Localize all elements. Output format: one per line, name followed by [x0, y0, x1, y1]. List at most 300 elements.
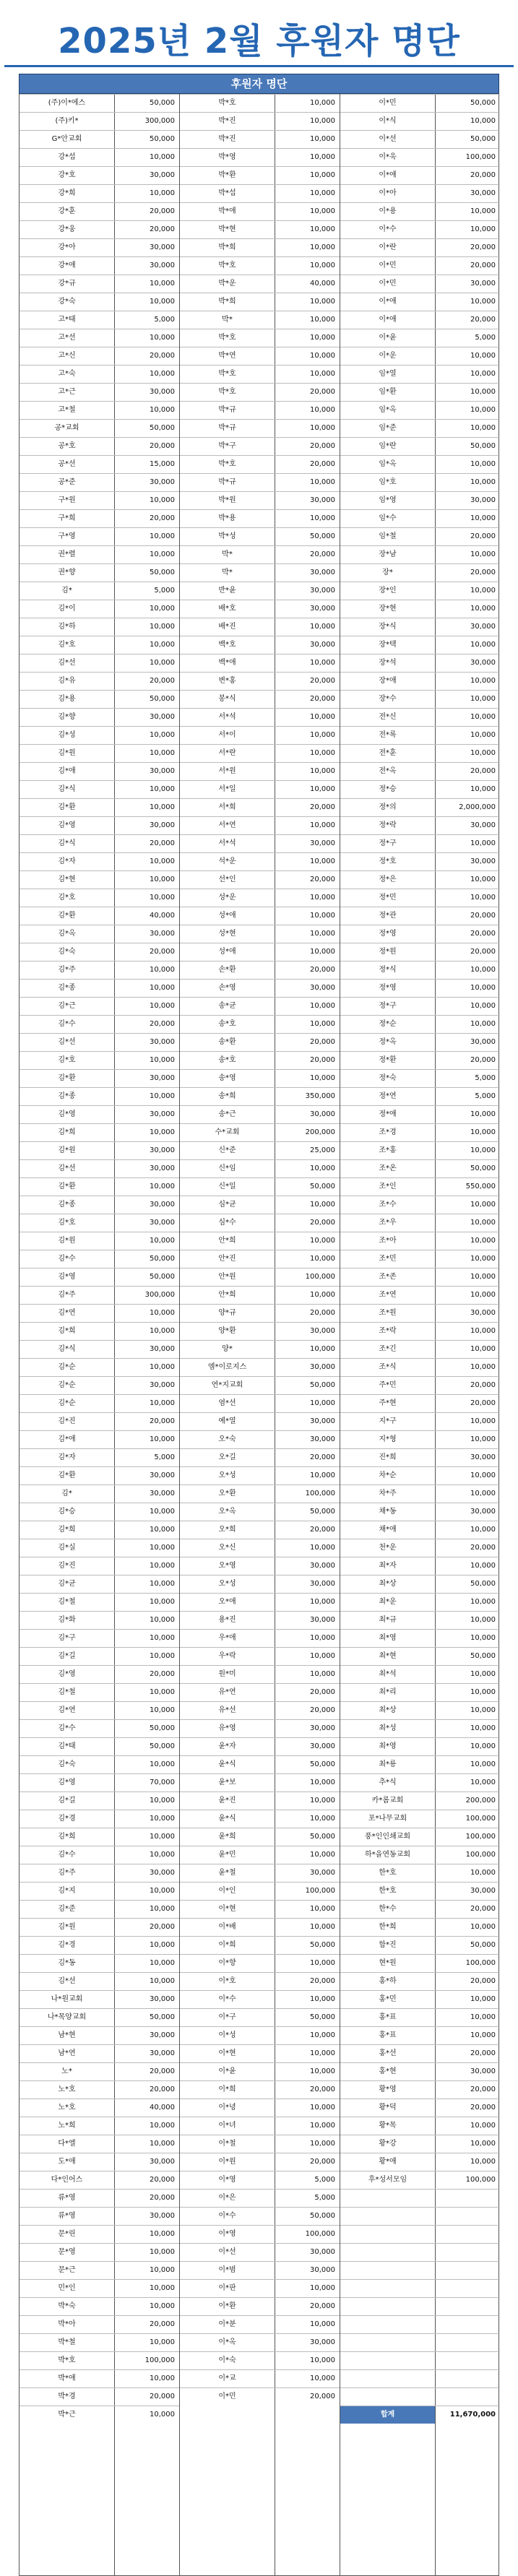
donor-row: [340, 1448, 500, 1466]
donor-row: [180, 2351, 340, 2369]
donor-row: [340, 1737, 500, 1755]
donor-amount: 10,000: [470, 117, 496, 125]
donor-name: 최*석: [379, 1670, 397, 1678]
donor-row: [20, 600, 179, 618]
donor-row: [20, 1304, 179, 1322]
donor-name: 한*수: [379, 1905, 397, 1913]
donor-name: 조*수: [379, 1201, 397, 1209]
donor-row: [340, 654, 500, 672]
donor-name: 노*: [61, 2067, 72, 2075]
donor-row: [180, 744, 340, 762]
donor-row: [20, 2261, 179, 2279]
donor-row: [180, 1810, 340, 1828]
donor-name: 김*철: [58, 1598, 76, 1606]
donor-row: [20, 1412, 179, 1430]
donor-amount: 10,000: [310, 930, 335, 938]
donor-row: [340, 184, 500, 202]
donor-amount: 20,000: [310, 677, 335, 685]
donor-row: [20, 347, 179, 365]
donor-row: [180, 2387, 340, 2406]
donor-row: [340, 1647, 500, 1665]
donor-amount: 10,000: [470, 424, 496, 432]
donor-name: 신*임: [218, 1164, 236, 1172]
donor-amount: 10,000: [150, 334, 175, 342]
donor-amount: 10,000: [150, 1327, 175, 1335]
donor-name: 홍*현: [379, 2067, 397, 2075]
donor-amount: 30,000: [150, 821, 175, 829]
donor-row: [340, 907, 500, 925]
donor-name: 한*희: [379, 1923, 397, 1931]
donor-name: 이*분: [218, 2320, 236, 2328]
donor-row: [340, 636, 500, 654]
donor-row: [340, 997, 500, 1015]
donor-row: [340, 618, 500, 636]
donor-amount: 10,000: [470, 1471, 496, 1479]
donor-name: 홍*민: [379, 1995, 397, 2003]
donor-amount: 20,000: [150, 352, 175, 360]
donor-amount: 10,000: [150, 2266, 175, 2274]
donor-amount: 10,000: [310, 1851, 335, 1859]
donor-amount: 100,000: [465, 153, 496, 161]
donor-amount: 30,000: [310, 2338, 335, 2346]
donor-row: [180, 491, 340, 509]
donor-name: 김*주: [58, 966, 76, 974]
donor-name: 이*철: [218, 2140, 236, 2148]
donor-row: [20, 726, 179, 744]
donor-row: [20, 563, 179, 582]
donor-name: 진*희: [379, 1453, 397, 1461]
donor-row: [20, 834, 179, 852]
donor-name: 이*희: [218, 1941, 236, 1949]
donor-amount: 30,000: [470, 857, 496, 865]
donor-name: 남*현: [58, 2031, 76, 2039]
donor-row: [340, 1773, 500, 1791]
donor-name: 이*은: [218, 2194, 236, 2202]
donor-amount: 10,000: [310, 117, 335, 125]
donor-row: [180, 1430, 340, 1448]
donor-row: [20, 2062, 179, 2080]
donor-name: 김*균: [58, 1580, 76, 1588]
donor-row: [20, 1918, 179, 1936]
donor-amount: 30,000: [310, 1110, 335, 1118]
donor-name: 김*진: [58, 1562, 76, 1570]
donor-row: [180, 1466, 340, 1484]
donor-amount: 10,000: [150, 532, 175, 540]
donor-row: [20, 130, 179, 148]
donor-name: 반*윤: [218, 587, 236, 595]
donor-row: [20, 1214, 179, 1232]
donor-name: 정*영: [379, 984, 397, 992]
donor-row: [20, 1900, 179, 1918]
donor-row: [180, 2026, 340, 2044]
donor-name: 김*승: [58, 1508, 76, 1516]
donor-amount: 100,000: [305, 1273, 335, 1281]
donor-row: [20, 1177, 179, 1196]
donor-amount: 30,000: [310, 605, 335, 613]
donor-name: 정*환: [379, 1056, 397, 1064]
donor-row: [340, 1719, 500, 1737]
donor-amount: 10,000: [150, 731, 175, 739]
donor-row: [340, 1033, 500, 1051]
donor-row: [20, 1123, 179, 1141]
donor-row: [180, 1791, 340, 1810]
donor-row: [20, 2243, 179, 2261]
empty-row: [340, 2351, 500, 2369]
donor-amount: 20,000: [470, 262, 496, 269]
donor-row: [340, 1304, 500, 1322]
donor-name: 서*석: [218, 839, 236, 847]
donor-name: 강*아: [58, 243, 76, 251]
donor-name: 장*식: [379, 623, 397, 631]
donor-row: [20, 1141, 179, 1159]
donor-row: [340, 816, 500, 834]
donor-name: 박*경: [58, 2393, 76, 2400]
donor-amount: 10,000: [150, 2374, 175, 2382]
donor-row: [180, 130, 340, 148]
donor-name: 김*식: [58, 839, 76, 847]
donor-row: [340, 1521, 500, 1539]
donor-amount: 10,000: [310, 1905, 335, 1913]
donor-name: 황*목: [379, 2122, 397, 2130]
donor-amount: 10,000: [310, 1598, 335, 1606]
donor-name: 김*: [61, 1490, 72, 1497]
donor-name: 김*경: [58, 1815, 76, 1823]
donor-row: [340, 889, 500, 907]
donor-amount: 20,000: [310, 1056, 335, 1064]
donor-row: [180, 329, 340, 347]
donor-amount: 10,000: [150, 803, 175, 811]
donor-name: 이*판: [218, 2284, 236, 2292]
donor-row: [340, 1701, 500, 1719]
donor-name: 강*훈: [58, 207, 76, 215]
donor-amount: 10,000: [310, 1399, 335, 1407]
donor-amount: 50,000: [470, 1652, 496, 1660]
donor-amount: 50,000: [150, 424, 175, 432]
donor-name: 김*호: [58, 894, 76, 902]
donor-name: 강*섭: [58, 153, 76, 161]
donor-amount: 10,000: [470, 1778, 496, 1786]
donor-amount: 10,000: [310, 1074, 335, 1082]
donor-row: [340, 1755, 500, 1773]
empty-row: [340, 2279, 500, 2297]
donor-name: 채*동: [379, 1508, 397, 1516]
donor-row: [20, 1087, 179, 1105]
donor-name: 윤*보: [218, 1778, 236, 1786]
donor-amount: 10,000: [310, 2356, 335, 2364]
donor-name: 임*란: [379, 442, 397, 450]
donor-row: [180, 202, 340, 220]
donor-name: 홍*표: [379, 2031, 397, 2039]
donor-row: [340, 238, 500, 256]
donor-amount: 300,000: [144, 117, 175, 125]
empty-row: [340, 2207, 500, 2225]
donor-row: [340, 275, 500, 293]
donor-row: [340, 563, 500, 582]
donor-amount: 20,000: [470, 1381, 496, 1389]
donor-name: 성*애: [218, 912, 236, 920]
donor-name: 이*원: [218, 2158, 236, 2166]
donor-name: 이*희: [218, 2086, 236, 2093]
donor-row: [340, 1882, 500, 1900]
donor-name: 황*덕: [379, 2104, 397, 2112]
donor-amount: 10,000: [310, 352, 335, 360]
donor-row: [180, 1954, 340, 1972]
donor-name: 최*규: [379, 1616, 397, 1624]
donor-row: [20, 1015, 179, 1033]
donor-row: [180, 600, 340, 618]
donor-name: 박*규: [218, 406, 236, 414]
donor-row: [20, 1611, 179, 1629]
donor-name: 정*원: [379, 948, 397, 956]
donor-row: [340, 2026, 500, 2044]
donor-row: [180, 311, 340, 329]
donor-amount: 10,000: [150, 2284, 175, 2292]
donor-name: 장*택: [379, 641, 397, 649]
donor-name: 김*구: [58, 1634, 76, 1642]
donor-amount: 20,000: [470, 2104, 496, 2112]
donor-name: 송*호: [218, 1020, 236, 1028]
donor-name: 송*영: [218, 1074, 236, 1082]
donor-amount: 10,000: [470, 1237, 496, 1245]
donor-row: [340, 1846, 500, 1864]
donor-name: 오*성: [218, 1580, 236, 1588]
donor-row: [20, 907, 179, 925]
donor-name: 도*애: [58, 2158, 76, 2166]
donor-row: [180, 2243, 340, 2261]
donor-row: [180, 347, 340, 365]
donor-row: [340, 293, 500, 311]
donor-row: [340, 1358, 500, 1376]
donor-name: 용*진: [218, 1616, 236, 1624]
donor-name: 이*아: [379, 189, 397, 197]
donor-name: 봉*식: [218, 695, 236, 703]
donor-amount: 30,000: [310, 1435, 335, 1443]
donor-row: [340, 220, 500, 238]
donor-name: 박*철: [58, 2338, 76, 2346]
donor-row: [340, 1828, 500, 1846]
donor-name: 전*신: [379, 713, 397, 721]
donor-amount: 10,000: [150, 2302, 175, 2310]
donor-amount: 50,000: [310, 1183, 335, 1190]
donor-amount: 10,000: [470, 1273, 496, 1281]
donor-amount: 10,000: [470, 1598, 496, 1606]
donor-name: 김*길: [58, 1652, 76, 1660]
donor-row: [20, 401, 179, 419]
donor-amount: 20,000: [150, 2086, 175, 2093]
donor-row: [20, 1990, 179, 2008]
donor-row: [20, 943, 179, 961]
donor-row: [340, 925, 500, 943]
donor-row: [20, 2333, 179, 2351]
donor-row: [180, 708, 340, 726]
donor-name: 김*수: [58, 1255, 76, 1263]
donor-amount: 10,000: [310, 334, 335, 342]
donor-name: 김*주: [58, 1291, 76, 1299]
donor-amount: 10,000: [310, 207, 335, 215]
donor-name: 박*원: [218, 496, 236, 504]
donor-amount: 10,000: [470, 605, 496, 613]
donor-row: [340, 473, 500, 491]
donor-row: [340, 1503, 500, 1521]
donor-name: 최*자: [379, 1562, 397, 1570]
donor-row: [20, 1466, 179, 1484]
donor-amount: 10,000: [310, 2049, 335, 2057]
donor-amount: 10,000: [150, 605, 175, 613]
donor-row: [180, 1593, 340, 1611]
donor-row: [20, 1033, 179, 1051]
donor-amount: 20,000: [310, 2393, 335, 2400]
donor-row: [180, 2044, 340, 2062]
donor-name: 김*종: [58, 984, 76, 992]
donor-row: [340, 1141, 500, 1159]
donor-amount: 20,000: [150, 2320, 175, 2328]
donor-name: 정*락: [379, 821, 397, 829]
donor-amount: 100,000: [305, 2230, 335, 2238]
donor-row: [340, 1069, 500, 1087]
donor-name: 김*준: [58, 1905, 76, 1913]
donor-amount: 10,000: [310, 478, 335, 486]
donor-amount: 100,000: [465, 1959, 496, 1967]
donor-row: [180, 545, 340, 563]
donor-amount: 20,000: [310, 1453, 335, 1461]
donor-row: [20, 1683, 179, 1701]
donor-amount: 10,000: [470, 1562, 496, 1570]
donor-name: 오*신: [218, 1544, 236, 1552]
donor-amount: 10,000: [470, 225, 496, 233]
donor-amount: 30,000: [150, 930, 175, 938]
donor-row: [20, 2153, 179, 2171]
empty-row: [340, 2243, 500, 2261]
donor-name: 김*철: [58, 1688, 76, 1696]
donor-row: [20, 961, 179, 979]
donor-row: [180, 1196, 340, 1214]
donor-amount: 10,000: [150, 1056, 175, 1064]
donor-row: [20, 94, 179, 112]
donor-amount: 10,000: [150, 1634, 175, 1642]
donor-amount: 20,000: [470, 912, 496, 920]
donor-amount: 10,000: [470, 876, 496, 883]
donor-amount: 10,000: [310, 2374, 335, 2382]
donor-amount: 30,000: [150, 2049, 175, 2057]
donor-row: [180, 762, 340, 780]
donor-name: 조*락: [379, 1327, 397, 1335]
donor-amount: 20,000: [470, 1399, 496, 1407]
donor-amount: 50,000: [150, 2013, 175, 2021]
donor-amount: 10,000: [150, 1309, 175, 1317]
donor-row: [20, 491, 179, 509]
donor-name: 안*희: [218, 1237, 236, 1245]
donor-name: 강*숙: [58, 298, 76, 306]
donor-amount: 20,000: [150, 1020, 175, 1028]
donor-row: [20, 455, 179, 473]
donor-amount: 50,000: [150, 135, 175, 143]
donor-name: 서*원: [218, 767, 236, 775]
donor-name: 이*녕: [218, 2104, 236, 2112]
donor-name: 나*목양교회: [47, 2013, 87, 2021]
donor-amount: 10,000: [470, 207, 496, 215]
empty-row: [340, 2297, 500, 2315]
donor-name: 안*희: [218, 1291, 236, 1299]
donor-amount: 10,000: [470, 1760, 496, 1768]
donor-name: 김*자: [58, 857, 76, 865]
donor-name: 강*호: [58, 171, 76, 179]
donor-amount: 30,000: [150, 1219, 175, 1227]
donor-row: [180, 1701, 340, 1719]
donor-name: 이*운: [379, 352, 397, 360]
donor-name: 김*원: [58, 749, 76, 757]
donor-name: 조*경: [379, 1128, 397, 1136]
donor-row: [340, 437, 500, 455]
donor-row: [340, 1412, 500, 1430]
donor-name: 다*인어스: [51, 2176, 83, 2184]
donor-row: [20, 1358, 179, 1376]
donor-name: 김*수: [58, 1851, 76, 1859]
donor-amount: 10,000: [310, 1778, 335, 1786]
donor-row: [20, 2387, 179, 2406]
donor-amount: 50,000: [310, 2212, 335, 2220]
donor-name: 김*연: [58, 1309, 76, 1317]
donor-row: [340, 509, 500, 527]
donor-name: 풍*인인쇄교회: [365, 1833, 410, 1841]
donor-amount: 10,000: [310, 406, 335, 414]
donor-amount: 50,000: [470, 99, 496, 107]
donor-name: 서*희: [218, 803, 236, 811]
donor-amount: 30,000: [150, 1110, 175, 1118]
donor-amount: 10,000: [470, 1923, 496, 1931]
donor-amount: 30,000: [310, 1327, 335, 1335]
donor-row: [20, 1250, 179, 1268]
donor-row: [20, 1719, 179, 1737]
donor-name: 오*옥: [218, 1508, 236, 1516]
donor-name: 김*옥: [58, 930, 76, 938]
donor-row: [180, 690, 340, 708]
donor-row: [20, 2026, 179, 2044]
donor-amount: 10,000: [150, 1092, 175, 1100]
donor-amount: 10,000: [150, 1905, 175, 1913]
donor-amount: 50,000: [470, 1164, 496, 1172]
donor-amount: 10,000: [150, 2122, 175, 2130]
donor-amount: 10,000: [310, 1815, 335, 1823]
donor-name: 정*구: [379, 1002, 397, 1010]
donor-row: [340, 329, 500, 347]
donor-name: 손*영: [218, 984, 236, 992]
donor-row: [20, 672, 179, 690]
donor-name: 임*열: [379, 370, 397, 378]
donor-amount: 20,000: [150, 442, 175, 450]
donor-amount: 30,000: [150, 1038, 175, 1046]
donor-row: [20, 527, 179, 545]
donor-amount: 10,000: [470, 1526, 496, 1534]
donor-name: 조*온: [379, 1164, 397, 1172]
donor-row: [180, 2207, 340, 2225]
donor-name: 백*애: [218, 659, 236, 667]
donor-row: [20, 2008, 179, 2026]
donor-amount: 50,000: [150, 1255, 175, 1263]
donor-amount: 10,000: [470, 1146, 496, 1154]
donor-amount: 50,000: [150, 1724, 175, 1732]
donor-amount: 30,000: [150, 767, 175, 775]
donor-name: 윤*진: [218, 1797, 236, 1805]
donor-name: 정*관: [379, 912, 397, 920]
donor-amount: 20,000: [470, 1905, 496, 1913]
donor-row: [180, 1159, 340, 1177]
donor-name: 최*현: [379, 1652, 397, 1660]
donor-amount: 10,000: [150, 1959, 175, 1967]
donor-amount: 20,000: [310, 388, 335, 396]
donor-amount: 100,000: [305, 1490, 335, 1497]
donor-name: 구*영: [58, 532, 76, 540]
donor-amount: 30,000: [470, 2067, 496, 2075]
